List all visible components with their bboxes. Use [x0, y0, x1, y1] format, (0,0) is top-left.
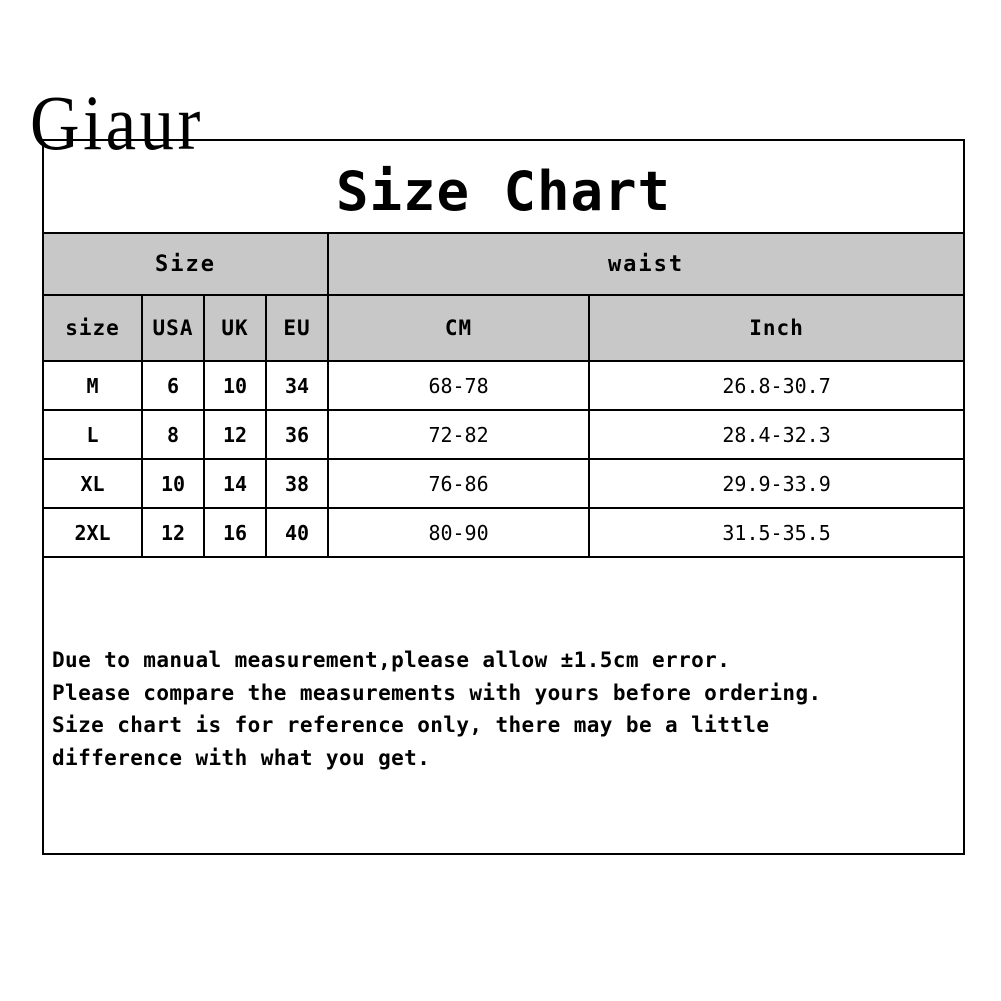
size-table	[44, 232, 963, 558]
cell-cm: 68-78	[328, 361, 589, 410]
cell-usa: 8	[142, 410, 204, 459]
cell-size: XL	[44, 459, 142, 508]
cell-inch: 31.5-35.5	[589, 508, 963, 557]
column-header-size: size	[44, 295, 142, 361]
cell-cm: 76-86	[328, 459, 589, 508]
table-row	[44, 410, 963, 459]
cell-usa: 10	[142, 459, 204, 508]
cell-usa: 6	[142, 361, 204, 410]
note-line: difference with what you get.	[52, 745, 431, 770]
waist-group-header: waist	[328, 233, 963, 295]
table-row	[44, 459, 963, 508]
cell-usa: 12	[142, 508, 204, 557]
note-line: Due to manual measurement,please allow ±1.5cm error.	[52, 648, 731, 672]
table-row	[44, 361, 963, 410]
cell-inch: 26.8-30.7	[589, 361, 963, 410]
cell-uk: 12	[204, 410, 266, 459]
measurement-notes	[52, 644, 957, 774]
column-header-row	[44, 295, 963, 361]
size-group-header: Size	[44, 233, 328, 295]
brand-logo-text: Giaur	[30, 79, 204, 166]
cell-size: 2XL	[44, 508, 142, 557]
column-header-cm: CM	[328, 295, 589, 361]
cell-eu: 36	[266, 410, 328, 459]
chart-title: Size Chart	[335, 160, 672, 223]
column-header-eu: EU	[266, 295, 328, 361]
column-header-usa: USA	[142, 295, 204, 361]
cell-cm: 80-90	[328, 508, 589, 557]
cell-uk: 16	[204, 508, 266, 557]
cell-inch: 28.4-32.3	[589, 410, 963, 459]
cell-eu: 34	[266, 361, 328, 410]
cell-eu: 40	[266, 508, 328, 557]
cell-inch: 29.9-33.9	[589, 459, 963, 508]
size-chart-frame	[42, 139, 965, 855]
cell-size: M	[44, 361, 142, 410]
group-header-row	[44, 233, 963, 295]
cell-cm: 72-82	[328, 410, 589, 459]
note-line: Size chart is for reference only, there may be a little	[52, 713, 770, 737]
column-header-inch: Inch	[589, 295, 963, 361]
cell-eu: 38	[266, 459, 328, 508]
column-header-uk: UK	[204, 295, 266, 361]
cell-size: L	[44, 410, 142, 459]
note-line: Please compare the measurements with yours before ordering.	[52, 680, 822, 705]
table-row	[44, 508, 963, 557]
cell-uk: 10	[204, 361, 266, 410]
cell-uk: 14	[204, 459, 266, 508]
